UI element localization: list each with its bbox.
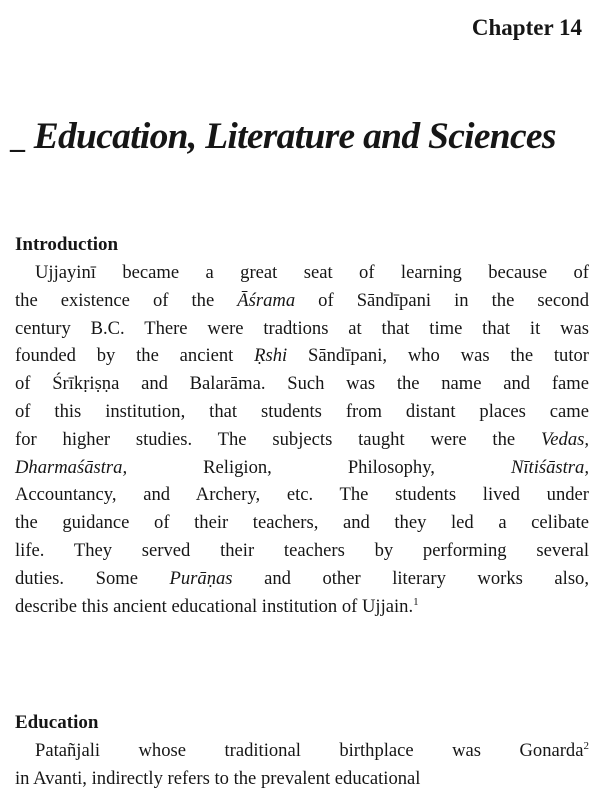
text-line [15,537,589,565]
text-line [15,398,589,426]
text-segment: Āśrama [237,289,296,311]
text-line [15,454,589,482]
text-line [15,565,589,593]
text-segment: the existence of the [15,289,238,311]
text-segment: Dharmaśāstra, [15,456,128,478]
text-line [15,593,589,621]
text-segment: Patañjali whose traditional birthplace was Gonarda [35,740,584,761]
text-line [15,259,589,287]
education-paragraph [15,737,589,793]
text-segment: Religion, Philosophy, [127,456,511,478]
text-segment: Ujjayinī became a great seat of learning because of [35,262,589,283]
text-segment: for higher studies. The subjects taught were the [15,428,541,450]
text-segment: in Avanti, indirectly refers to the prevalent educational [15,767,421,789]
text-segment: Vedas, [540,428,589,450]
text-segment: Purāṇas [169,567,233,589]
text-line [15,426,589,454]
section-heading-introduction: Introduction [15,234,119,255]
chapter-title-text: Education, Literature and Sciences [33,116,556,157]
text-segment: the guidance of their teachers, and they led a celibate [15,512,589,534]
text-segment: of this institution, that students from distant places came [15,400,589,422]
text-segment: life. They served their teachers by performing several [15,539,589,561]
footnote-marker: 2 [583,739,589,752]
text-segment: founded by the ancient [15,345,255,367]
text-line [15,287,589,315]
text-segment: Accountancy, and Archery, etc. The students lived under [15,484,589,506]
text-segment: of Sāndīpani in the second [295,289,589,311]
text-line [15,370,589,398]
text-segment: describe this ancient educational institution of Ujjain. [15,595,414,617]
text-line [15,342,589,370]
chapter-title [10,118,595,156]
text-segment: century B.C. There were tradtions at that time that it was [15,317,589,339]
text-line [15,315,589,343]
text-segment: Sāndīpani, who was the tutor [287,345,589,367]
chapter-label: Chapter 14 [471,15,582,40]
text-line [15,481,589,509]
text-line [15,509,589,537]
text-segment: Nītiśāstra, [510,456,589,478]
text-segment: and other literary works also, [232,567,589,589]
text-segment: Ṛshi [254,345,288,367]
text-segment: duties. Some [15,567,170,589]
text-line [15,765,589,793]
title-leading-mark: _ [10,122,25,155]
introduction-paragraph [15,259,589,620]
section-heading-education: Education [15,712,99,733]
footnote-marker: 1 [413,595,419,608]
text-segment: of Śrīkṛiṣṇa and Balarāma. Such was the name and fame [15,373,589,395]
text-line [15,737,589,765]
